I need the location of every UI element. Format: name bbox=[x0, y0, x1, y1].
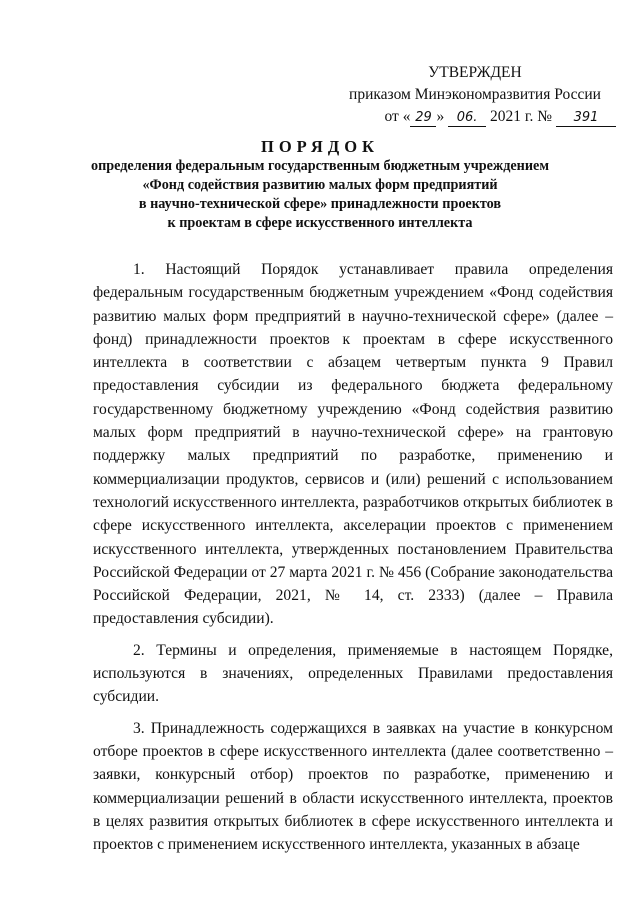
approval-stamp bbox=[330, 62, 620, 128]
paragraph-2: 2. Термины и определения, применяемые в настоящем Порядке, используются в значениях, определенных Правилами предоставления субсидии. bbox=[93, 641, 613, 706]
subtitle-line: «Фонд содействия развитию малых форм предприятий bbox=[142, 177, 498, 193]
date-prefix: от « bbox=[384, 108, 411, 125]
document-body bbox=[93, 258, 613, 864]
document-heading: ПОРЯДОК bbox=[261, 137, 379, 156]
subtitle-line: к проектам в сфере искусственного интеллекта bbox=[167, 215, 473, 231]
subtitle-line: в научно-технической сфере» принадлежности проектов bbox=[138, 196, 502, 212]
paragraph-3: 3. Принадлежность содержащихся в заявках на участие в конкурсном отборе проектов в сфере искусственного интеллекта (далее соответственно – заявки, конкурсный отбор) проектов по разработке, применению и коммерциализации решений в области искусственного интеллекта, проектов в целях развития открытых библиотек в сфере искусственного интеллекта и проектов с применением искусственного интеллекта, указанных в абзаце bbox=[93, 719, 613, 854]
handwritten-day: 29 bbox=[410, 110, 436, 127]
paragraph-1: 1. Настоящий Порядок устанавливает правила определения федеральным государственным бюджетным учреждением «Фонд содействия развитию малых форм предприятий в научно-технической сфере» (далее – фонд) принадлежности проектов к проектам в сфере искусственного интеллекта в соответствии с абзацем четвертым пункта 9 Правил предоставления субсидии из федерального бюджета федеральному государственному бюджетному учреждению «Фонд содействия развитию малых форм предприятий в научно-технической сфере» на грантовую поддержку малых предприятий по разработке, применению и коммерциализации продуктов, сервисов и (или) решений с использованием технологий искусственного интеллекта, разработчиков открытых библиотек в сфере искусственного интеллекта, акселерации проектов с применением искусственного интеллекта, утвержденных постановлением Правительства Российской Федерации от 27 марта 2021 г. № 456 (Собрание законодательства Российской Федерации, 2021, № 14, ст. 2333) (далее – Правила предоставления субсидии). bbox=[93, 261, 613, 628]
handwritten-month: 06. bbox=[448, 110, 486, 127]
subtitle-line: определения федеральным государственным бюджетным учреждением bbox=[90, 158, 549, 174]
approval-date-number bbox=[330, 106, 620, 128]
approval-order: приказом Минэкономразвития России bbox=[349, 86, 601, 103]
handwritten-order-number: 391 bbox=[556, 110, 616, 127]
document-subtitle bbox=[60, 157, 580, 233]
date-quote-close: » bbox=[436, 108, 445, 125]
approval-label: УТВЕРЖДЕН bbox=[428, 64, 522, 81]
year-text: 2021 г. № bbox=[489, 108, 552, 125]
